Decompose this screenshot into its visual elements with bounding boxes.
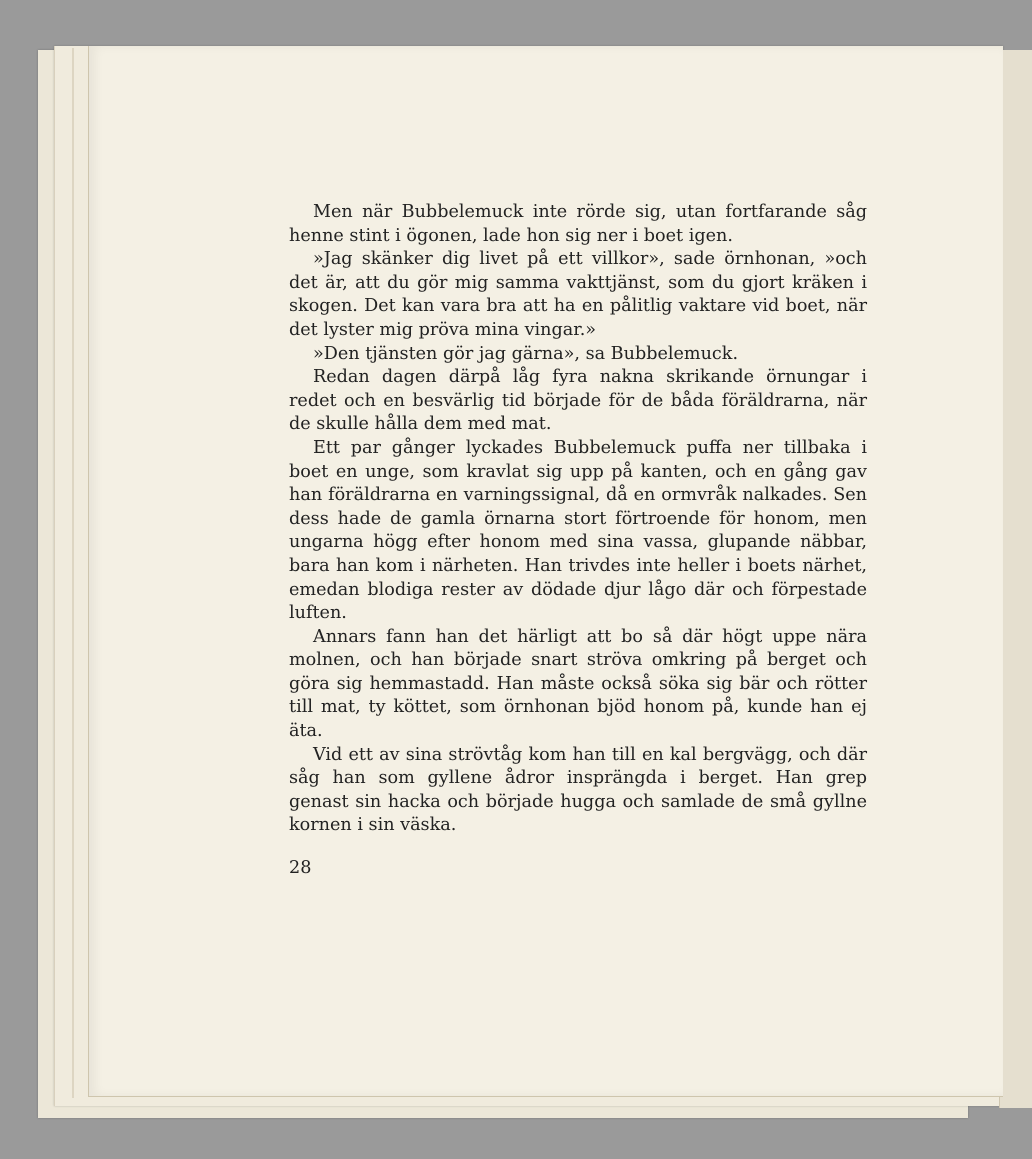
page-gutter [72,48,74,1098]
book-right-edge [999,50,1032,1108]
paragraph-2: »Jag skänker dig livet på ett villkor», sade örnhonan, »och det är, att du gör mig samma vakttjänst, som du gjort kräken i skogen. Det kan vara bra att ha en pålitlig vaktare vid boet, när det lyster mig pröva mina vingar.» [289,249,867,340]
paragraph-6: Annars fann han det härligt att bo så där högt uppe nära molnen, och han började snart ströva omkring på berget och göra sig hemmastadd. Han måste också söka sig bär och rötter till mat, ty köttet, som örnhonan bjöd honom på, kunde han ej äta. [289,626,867,742]
paragraph-3: »Den tjänsten gör jag gärna», sa Bubbelemuck. [313,343,739,364]
book-page [88,46,1003,1097]
paragraph-4: Redan dagen därpå låg fyra nakna skrikande örnungar i redet och en besvärlig tid började för de båda föräldrarna, när de skulle hålla dem med mat. [289,367,867,435]
paragraph-1: Men när Bubbelemuck inte rörde sig, utan fortfarande såg henne stint i ögonen, lade hon sig ner i boet igen. [289,202,867,246]
page-number: 28 [289,858,312,878]
paragraph-5: Ett par gånger lyckades Bubbelemuck puffa ner tillbaka i boet en unge, som kravlat sig upp på kanten, och en gång gav han föräldrarna en varningssignal, då en ormvråk nalkades. Sen dess hade de gamla örnarna stort förtroende för honom, men ungarna högg efter honom med sina vassa, glupande näbbar, bara han kom i närheten. Han trivdes inte heller i boets närhet, emedan blodiga rester av dödade djur lågo där och förpestade luften. [289,437,867,624]
body-text [289,201,867,838]
paragraph-7: Vid ett av sina strövtåg kom han till en kal bergvägg, och där såg han som gyllene ådror insprängda i berget. Han grep genast sin hacka och började hugga och samlade de små gyllne kornen i sin väska. [289,744,867,836]
